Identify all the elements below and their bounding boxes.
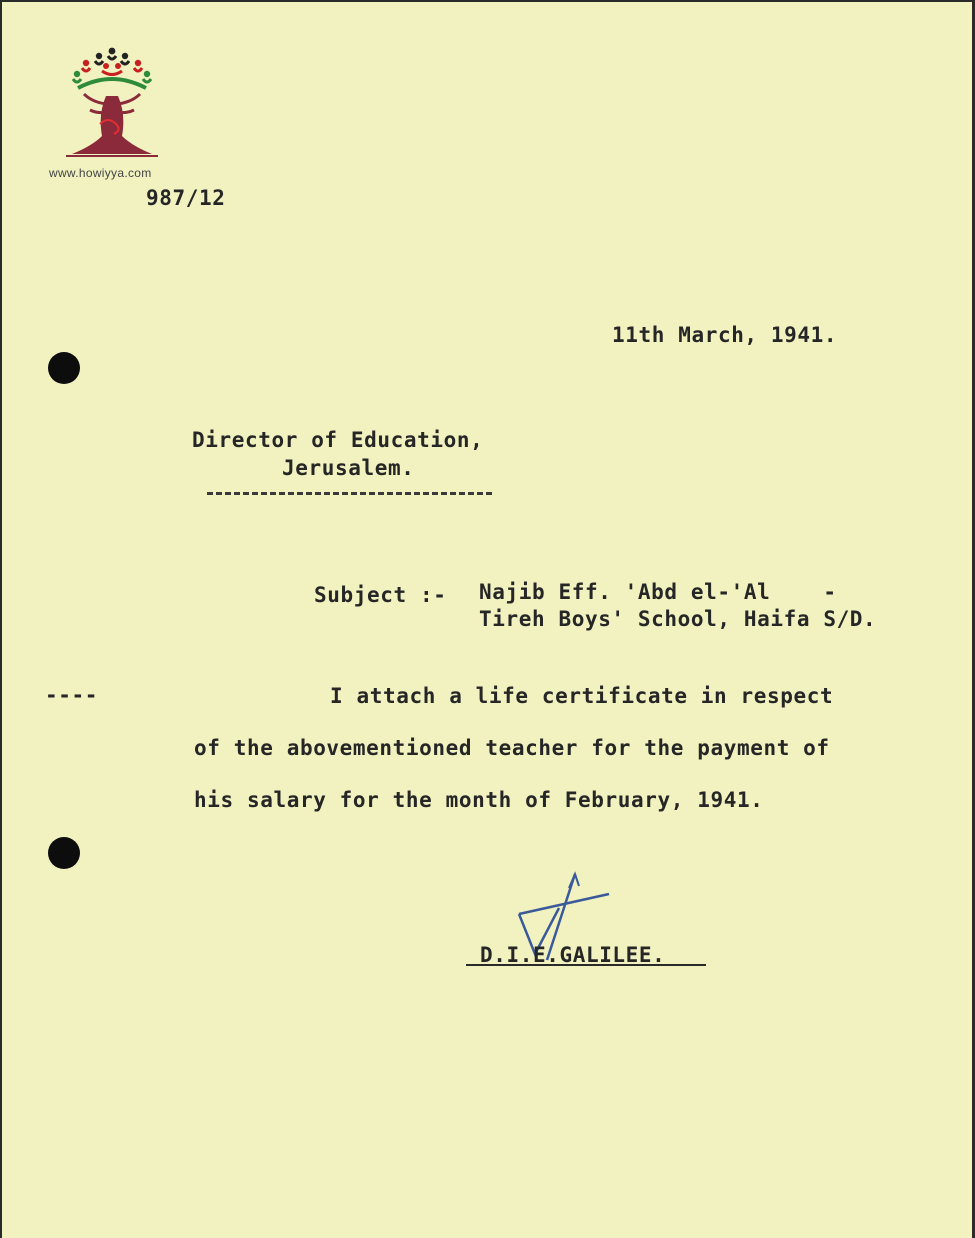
logo-figures xyxy=(73,48,151,88)
signature-block: D.I.E.GALILEE. xyxy=(480,943,666,967)
letter-date: 11th March, 1941. xyxy=(612,323,838,347)
hawiyya-logo xyxy=(62,44,162,164)
reference-number: 987/12 xyxy=(146,186,226,210)
body-line-3: his salary for the month of February, 1941. xyxy=(194,788,764,812)
scan-border-left xyxy=(0,0,2,1238)
addressee-underline xyxy=(207,492,492,495)
logo-website: www.howiyya.com xyxy=(49,166,152,180)
punch-hole-bottom xyxy=(48,837,80,869)
logo-tree xyxy=(66,94,158,156)
addressee-line-2: Jerusalem. xyxy=(282,456,415,480)
body-line-1: I attach a life certificate in respect xyxy=(330,684,834,708)
scan-border-top xyxy=(0,0,975,2)
punch-hole-top xyxy=(48,352,80,384)
margin-mark: ---- xyxy=(45,683,98,707)
body-line-2: of the abovementioned teacher for the payment of xyxy=(194,736,830,760)
subject-label: Subject :- xyxy=(314,583,447,607)
subject-line-1: Najib Eff. 'Abd el-'Al - xyxy=(479,580,837,604)
addressee-line-1: Director of Education, xyxy=(192,428,484,452)
subject-line-2: Tireh Boys' School, Haifa S/D. xyxy=(479,607,877,631)
signature-underline xyxy=(466,964,706,966)
